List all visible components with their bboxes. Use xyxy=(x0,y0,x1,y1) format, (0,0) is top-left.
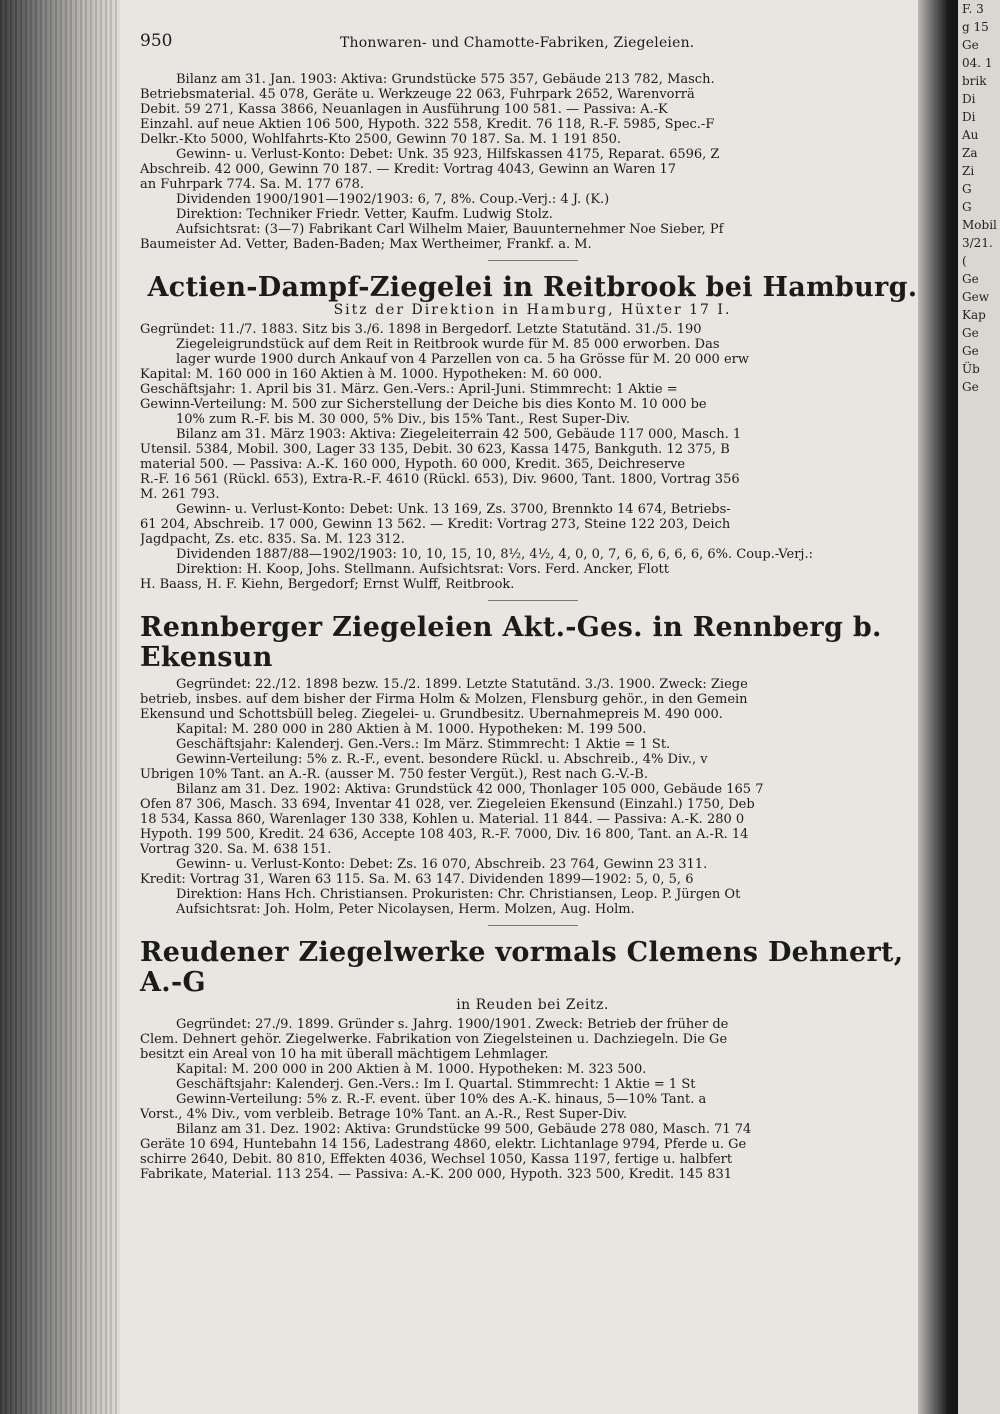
previous-company-tail xyxy=(140,72,925,252)
company-entry-reitbrook xyxy=(140,322,925,592)
text-line: Gegründet: 11./7. 1883. Sitz bis 3./6. 1898 in Bergedorf. Letzte Statutänd. 31./5. 190 xyxy=(140,322,702,337)
text-line: Vorst., 4% Div., vom verbleib. Betrage 10% Tant. an A.-R., Rest Super-Div. xyxy=(140,1107,628,1122)
text-line: Öfen 87 306, Masch. 33 694, Inventar 41 028, ver. Ziegeleien Ekensund (Einzahl.) 1750, Deb xyxy=(140,797,755,812)
text-line: Kapital: M. 160 000 in 160 Aktien à M. 1000. Hypotheken: M. 60 000. xyxy=(140,367,603,382)
text-line: Gegründet: 22./12. 1898 bezw. 15./2. 1899. Letzte Statutänd. 3./3. 1900. Zweck: Ziege xyxy=(176,677,748,692)
text-line: Betriebsmaterial. 45 078, Geräte u. Werkzeuge 22 063, Fuhrpark 2652, Warenvorrä xyxy=(140,87,695,102)
adjacent-page-text: Mobil xyxy=(962,218,997,232)
adjacent-page-text: G xyxy=(962,182,972,196)
section-divider xyxy=(488,600,578,601)
text-line: Kapital: M. 200 000 in 200 Aktien à M. 1000. Hypotheken: M. 323 500. xyxy=(176,1062,647,1077)
text-line: Abschreib. 42 000, Gewinn 70 187. — Kredit: Vortrag 4043, Gewinn an Waren 17 xyxy=(140,162,677,177)
text-line: Einzahl. auf neue Aktien 106 500, Hypoth. 322 558, Kredit. 76 118, R.-F. 5985, Spec.-F xyxy=(140,117,715,132)
text-line: Geschäftsjahr: Kalenderj. Gen.-Vers.: Im I. Quartal. Stimmrecht: 1 Aktie = 1 St xyxy=(176,1077,696,1092)
scan-left-margin xyxy=(0,0,120,1414)
adjacent-page-text: G xyxy=(962,200,972,214)
text-line: Geräte 10 694, Huntebahn 14 156, Ladestrang 4860, elektr. Lichtanlage 9794, Pferde u. Ge xyxy=(140,1137,747,1152)
text-line: Delkr.-Kto 5000, Wohlfahrts-Kto 2500, Gewinn 70 187. Sa. M. 1 191 850. xyxy=(140,132,622,147)
company-subtitle-reuden: in Reuden bei Zeitz. xyxy=(456,997,609,1013)
adjacent-page-text: brik xyxy=(962,74,987,88)
text-line: Aufsichtsrat: Joh. Holm, Peter Nicolaysen, Herm. Molzen, Aug. Holm. xyxy=(176,902,635,917)
text-line: Bilanz am 31. März 1903: Aktiva: Ziegeleiterrain 42 500, Gebäude 117 000, Masch. 1 xyxy=(176,427,742,442)
text-line: lager wurde 1900 durch Ankauf von 4 Parzellen von ca. 5 ha Grösse für M. 20 000 erw xyxy=(176,352,749,367)
text-line: material 500. — Passiva: A.-K. 160 000, Hypoth. 60 000, Kredit. 365, Deichreserve xyxy=(140,457,686,472)
text-line: Geschäftsjahr: Kalenderj. Gen.-Vers.: Im März. Stimmrecht: 1 Aktie = 1 St. xyxy=(176,737,671,752)
adjacent-page-text: Ge xyxy=(962,326,979,340)
text-line: Ekensund und Schottsbüll beleg. Ziegelei- u. Grundbesitz. Übernahmepreis M. 490 000. xyxy=(140,707,723,722)
adjacent-page-text: Di xyxy=(962,92,976,106)
adjacent-page-text: 3/21. xyxy=(962,236,993,250)
adjacent-page-text: Kap xyxy=(962,308,986,322)
text-line: Aufsichtsrat: (3—7) Fabrikant Carl Wilhelm Maier, Bauunternehmer Noe Sieber, Pf xyxy=(176,222,724,237)
text-line: Baumeister Ad. Vetter, Baden-Baden; Max Wertheimer, Frankf. a. M. xyxy=(140,237,592,252)
text-line: Vortrag 320. Sa. M. 638 151. xyxy=(140,842,332,857)
text-line: Geschäftsjahr: 1. April bis 31. März. Gen.-Vers.: April-Juni. Stimmrecht: 1 Aktie = xyxy=(140,382,678,397)
text-line: Debit. 59 271, Kassa 3866, Neuanlagen in Ausführung 100 581. — Passiva: A.-K xyxy=(140,102,668,117)
text-line: Gegründet: 27./9. 1899. Gründer s. Jahrg. 1900/1901. Zweck: Betrieb der früher de xyxy=(176,1017,729,1032)
company-title-reitbrook: Actien-Dampf-Ziegelei in Reitbrook bei Hamburg. xyxy=(147,272,918,303)
text-line: Ziegeleigrundstück auf dem Reit in Reitbrook wurde für M. 85 000 erworben. Das xyxy=(176,337,720,352)
text-line: Gewinn-Verteilung: 5% z. R.-F. event. über 10% des A.-K. hinaus, 5—10% Tant. a xyxy=(176,1092,707,1107)
text-line: Bilanz am 31. Dez. 1902: Aktiva: Grundstück 42 000, Thonlager 105 000, Gebäude 165 7 xyxy=(176,782,764,797)
adjacent-page-fragment xyxy=(958,0,1000,1414)
adjacent-page-text: Ge xyxy=(962,344,979,358)
adjacent-page-text: Di xyxy=(962,110,976,124)
company-title-rennberg: Rennberger Ziegeleien Akt.-Ges. in Rennberg b. Ekensun xyxy=(140,612,882,673)
adjacent-page-text: F. 3 xyxy=(962,2,984,16)
text-line: 61 204, Abschreib. 17 000, Gewinn 13 562. — Kredit: Vortrag 273, Steine 122 203, Deich xyxy=(140,517,731,532)
section-divider xyxy=(488,260,578,261)
text-line: Direktion: H. Koop, Johs. Stellmann. Aufsichtsrat: Vors. Ferd. Ancker, Flott xyxy=(176,562,669,577)
text-line: Übrigen 10% Tant. an A.-R. (ausser M. 750 fester Vergüt.), Rest nach G.-V.-B. xyxy=(140,767,648,782)
text-line: betrieb, insbes. auf dem bisher der Firma Holm & Molzen, Flensburg gehör., in den Gemein xyxy=(140,692,748,707)
text-line: Direktion: Hans Hch. Christiansen. Prokuristen: Chr. Christiansen, Leop. P. Jürgen Ot xyxy=(176,887,741,902)
adjacent-page-text: Zi xyxy=(962,164,975,178)
company-title-reuden: Reudener Ziegelwerke vormals Clemens Dehnert, A.-G xyxy=(140,937,904,998)
text-line: Clem. Dehnert gehör. Ziegelwerke. Fabrikation von Ziegelsteinen u. Dachziegeln. Die Ge xyxy=(140,1032,728,1047)
adjacent-page-text: 04. 1 xyxy=(962,56,993,70)
text-line: R.-F. 16 561 (Rückl. 653), Extra-R.-F. 4610 (Rückl. 653), Div. 9600, Tant. 1800, Vortrag 356 xyxy=(140,472,740,487)
adjacent-page-text: ( xyxy=(962,254,967,268)
text-line: Dividenden 1900/1901—1902/1903: 6, 7, 8%. Coup.-Verj.: 4 J. (K.) xyxy=(176,192,610,207)
text-line: Utensil. 5384, Mobil. 300, Lager 33 135, Debit. 30 623, Kassa 1475, Bankguth. 12 375, B xyxy=(140,442,730,457)
text-line: Gewinn- u. Verlust-Konto: Debet: Zs. 16 070, Abschreib. 23 764, Gewinn 23 311. xyxy=(176,857,708,872)
adjacent-page-text: Üb xyxy=(962,362,980,376)
adjacent-page-text: Ge xyxy=(962,38,979,52)
text-line: Gewinn- u. Verlust-Konto: Debet: Unk. 35 923, Hilfskassen 4175, Reparat. 6596, Z xyxy=(176,147,720,162)
text-line: Jagdpacht, Zs. etc. 835. Sa. M. 123 312. xyxy=(140,532,405,547)
text-line: Hypoth. 199 500, Kredit. 24 636, Accepte 108 403, R.-F. 7000, Div. 16 800, Tant. an A.-R. 14 xyxy=(140,827,749,842)
text-line: M. 261 793. xyxy=(140,487,220,502)
adjacent-page-text: Au xyxy=(962,128,979,142)
text-line: an Fuhrpark 774. Sa. M. 177 678. xyxy=(140,177,364,192)
text-line: Direktion: Techniker Friedr. Vetter, Kaufm. Ludwig Stolz. xyxy=(176,207,553,222)
adjacent-page-text: Ge xyxy=(962,272,979,286)
adjacent-page-text: g 15 xyxy=(962,20,989,34)
text-line: Dividenden 1887/88—1902/1903: 10, 10, 15, 10, 8½, 4½, 4, 0, 0, 7, 6, 6, 6, 6, 6, 6%. Coup.-Verj.: xyxy=(176,547,813,562)
running-header xyxy=(140,31,925,58)
text-line: Gewinn-Verteilung: M. 500 zur Sicherstellung der Deiche bis dies Konto M. 10 000 be xyxy=(140,397,707,412)
company-subtitle-reitbrook: Sitz der Direktion in Hamburg, Hüxter 17 I. xyxy=(333,302,732,318)
adjacent-page-text: Za xyxy=(962,146,978,160)
text-line: H. Baass, H. F. Kiehn, Bergedorf; Ernst Wulff, Reitbrook. xyxy=(140,577,515,592)
adjacent-page-text: Gew xyxy=(962,290,989,304)
adjacent-page-text: Ge xyxy=(962,380,979,394)
text-line: Kredit: Vortrag 31, Waren 63 115. Sa. M. 63 147. Dividenden 1899—1902: 5, 0, 5, 6 xyxy=(140,872,694,887)
book-page xyxy=(140,31,925,1182)
page-number: 950 xyxy=(140,31,173,51)
text-line: Gewinn-Verteilung: 5% z. R.-F., event. besondere Rückl. u. Abschreib., 4% Div., v xyxy=(176,752,708,767)
company-entry-reuden xyxy=(140,1017,925,1182)
text-line: Bilanz am 31. Jan. 1903: Aktiva: Grundstücke 575 357, Gebäude 213 782, Masch. xyxy=(176,72,715,87)
text-line: Fabrikate, Material. 113 254. — Passiva: A.-K. 200 000, Hypoth. 323 500, Kredit. 145 831 xyxy=(140,1167,733,1182)
text-line: 10% zum R.-F. bis M. 30 000, 5% Div., bis 15% Tant., Rest Super-Div. xyxy=(176,412,631,427)
section-divider xyxy=(488,925,578,926)
text-line: besitzt ein Areal von 10 ha mit überall mächtigem Lehmlager. xyxy=(140,1047,549,1062)
company-entry-rennberg xyxy=(140,677,925,917)
text-line: 18 534, Kassa 860, Warenlager 130 338, Kohlen u. Material. 11 844. — Passiva: A.-K. 280 0 xyxy=(140,812,745,827)
text-line: Kapital: M. 280 000 in 280 Aktien à M. 1000. Hypotheken: M. 199 500. xyxy=(176,722,647,737)
text-line: schirre 2640, Debit. 80 810, Effekten 4036, Wechsel 1050, Kassa 1197, fertige u. halbfert xyxy=(140,1152,733,1167)
text-line: Gewinn- u. Verlust-Konto: Debet: Unk. 13 169, Zs. 3700, Brennkto 14 674, Betriebs- xyxy=(176,502,731,517)
running-title: Thonwaren- und Chamotte-Fabriken, Ziegeleien. xyxy=(340,35,695,51)
text-line: Bilanz am 31. Dez. 1902: Aktiva: Grundstücke 99 500, Gebäude 278 080, Masch. 71 74 xyxy=(176,1122,752,1137)
